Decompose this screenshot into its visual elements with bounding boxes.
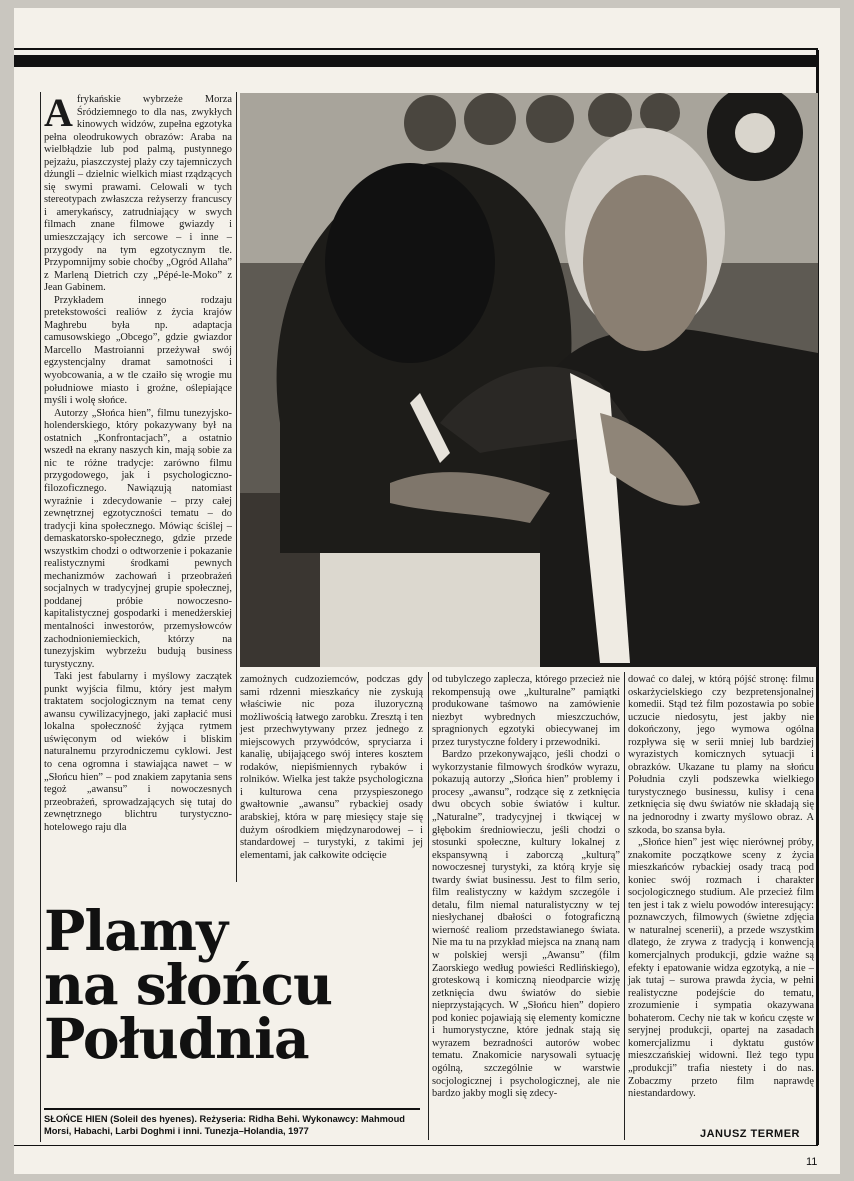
article-column-3 [432,674,620,1101]
article-column-4 [628,674,814,1101]
column-rule-left [40,92,41,1142]
paragraph: frykańskie wybrzeże Morza Śródziemnego to dla nas, zwykłych kinowych widzów, zupełna egzotyka pełna oleodrukowych obrazów: Araba na wielbłądzie lub pod palmą, pustynnego pejzażu, piaszczystej plaży czy tajemniczych dżungli – dzielnic wielkich miast rządzących się swymi prawami. Celowali w tych stereotypach zwłaszcza reżyserzy francuscy i amerykańscy, zatrudniający w swych filmach znane filmowe gwiazdy i umieszczający ich sercowe – i inne – przygody na tym egzotycznym tle. Przypomnijmy sobie choćby „Ogród Allaha” z Marleną Dietrich czy „Pépé-le-Moko” z Jean Gabinem. [44,94,232,294]
paragraph: od tubylczego zaplecza, którego przecież nie rekompensują owe „kulturalne” pamiątki produkowane taśmowo na zamówienie niezbyt wybrednych mieszczuchów, spragnionych egzotyki obiecywanej im przez turystyczne foldery i przewodniki. [432,674,620,748]
paragraph: „Słońce hien” jest więc nierównej próby, znakomite początkowe sceny z życia mieszkańców rybackiej osady tracą pod koniec swój rozmach i charakter socjologicznego studium. Ale przecież film ten jest i tak z wielu powodów interesujący: poznawczych, filmowych (świetne zdjęcia w naturalnej scenerii), a przede wszystkim dlatego, że zrywa z tradycją i konwencją komercjalnych produkcji, gdzie ważne są efekty i epatowanie widza egzotyką, a nie – jak tutaj – surowa prawda życia, w pełni realistyczne podejście do tematu, zrozumienie i sympatia okazywana bohaterom. Cechy nie tak w końcu częste w seryjnej produkcji, opartej na zasadach komercjalizmu i dyktatu gustów mieszczańskiej widowni. Ileż tego typu „produkcji” trafia niestety i do nas. Zobaczmy przeto film naprawdę niestandardowy. [628,837,814,1100]
article-column-1 [44,90,232,834]
column-rule-1 [236,92,237,882]
paragraph: Autorzy „Słońca hien”, filmu tunezyjsko-holenderskiego, który pokazywany był na ostatnich „Konfrontacjach”, a ostatnio wszedł na ekrany naszych kin, mają sobie za nic te różne tradycje: zarówno filmu przygodowego, jak i psychologiczno-filozoficznego. Nawiązują natomiast wyraźnie i zdecydowanie – przy całej zewnętrznej egzotyczności tematu – do tradycji kina społecznego. Mówiąc ściślej – demaskatorsko-społecznego, gdzie przede wszystkim chodzi o odtworzenie i pokazanie realistycznymi środkami pewnych mechanizmów zachowań i przeobrażeń socjalnych w tradycyjnej grupie społecznej, poddanej próbie nowoczesno-kapitalistycznej gospodarki i menedżerskiej mentalności inwestorów, przemysłowców zachodnioniemieckich, którzy na tunezyjskim wybrzeżu budują business turystyczny. [44,407,232,670]
article-title [44,898,424,1071]
column-rule-2 [428,672,429,1140]
article-column-2 [240,674,423,862]
top-black-bar [14,55,818,67]
embrace-photo-illustration [240,93,818,667]
title-line: na słońcu [44,952,333,1017]
column-rule-3 [624,672,625,1140]
credits-rule [44,1108,420,1110]
title-line: Południa [44,1006,309,1071]
paragraph: Bardzo przekonywająco, jeśli chodzi o wykorzystanie filmowych środków wyrazu, pokazują autorzy „Słońca hien” problemy i procesy „awansu”, rodzące się z zetknięcia dwu obcych sobie światów i kultur. „Naturalne”, tradycyjnej i tkwiącej w głębokim średniowieczu, jeśli chodzi o stosunki społeczne, kultury lokalnej z ekspansywną i zaborczą „kulturą” nowoczesnej turystyki, za którą kryje się twardy świat businessu. Jest to film serio, film realistyczny w każdym szczególe i detalu, film niemal naturalistyczny w tej niesłychanej dbałości o fotograficzną wierność realiom przedstawianego świata. Nie ma tu na przykład miejsca na znaną nam w polskiej wersji „Awansu” (film Zaorskiego według powieści Redlińskiego), groteskową i komiczną nieodparcie wizję zetknięcia dwu światów do siebie nieprzystających. W „Słońcu hien” dopiero pod koniec pojawiają się elementy komiczne i humorystyczne, które jednak stają się wyrazem bezradności autorów wobec tematu. Znakomicie narysowali sytuację ogólną, szczególnie w warstwie socjologicznej i psychologicznej, ale nie bardzo jakby mogli się zdecy- [432,749,620,1100]
paragraph: zamożnych cudzoziemców, podczas gdy sami rdzenni mieszkańcy nie zyskują właściwie nic poza iluzoryczną możliwością łatwego zarobku. Zresztą i ten jest przechwytywany przez jednego z miejscowych przywódców, spryciarza i kanalię, ubijającego swój interes kosztem rodaków, niepiśmiennych rybaków i rolników. Wielka jest także psychologiczna i kulturowa cena przyspieszonego gwałtownie „awansu” rybackiej osady arabskiej, która w parę miesięcy staje się dużym ośrodkiem międzynarodowej – i standardowej – turystyki, z takimi jej elementami, jak całkowite odcięcie [240,674,423,861]
paragraph: Przykładem innego rodzaju pretekstowości realiów z życia krajów Maghrebu była np. adaptacja camusowskiego „Obcego”, gdzie gwiazdor Marcello Mastroianni przeżywał swój egzystencjalny dramat samotności i wyobcowania, a w tle czaiło się wrogie mu południowe miasto i groźne, oślepiające myśli i wolę słońce. [44,294,232,407]
film-credits: SŁOŃCE HIEN (Soleil des hyenes). Reżyseria: Ridha Behi. Wykonawcy: Mahmoud Morsi, Habachi, Larbi Doghmi i inni. Tunezja–Holandia, 1977 [44,1114,405,1136]
title-line: Plamy [44,898,228,963]
page-number: 11 [806,1156,818,1168]
dropcap-letter: A [44,90,73,135]
paragraph: Taki jest fabularny i myślowy zaczątek punkt wyjścia filmu, który jest małym traktatem socjologicznym na temat ceny awansu cywilizacyjnego, jaki zapłacić musi lokalna społeczność żyjąca rytmem uświęconym od wieków i bliskim naturalnemu przyrodniczemu cyklowi. Jest to cena ogromna i stawiająca nawet – w „Słońcu hien” – pod znakiem zapytania sens tegoż „awansu” i nowoczesnych przeobrażeń, sprowadzających się tutaj do zewnętrznego blichtru turystyczno-hotelowego raju dla [44,671,232,833]
top-rule [14,48,818,50]
bottom-rule [14,1145,818,1146]
author-name: JANUSZ TERMER [700,1128,801,1140]
film-still-photo [240,93,818,667]
paragraph: dować co dalej, w którą pójść stronę: filmu oskarżycielskiego czy bezpretensjonalnej komedii. Stąd też film pozostawia po sobie uczucie niedosytu, jest jakby nie dokończony, jego wymowa ogólna rozpływa się w serii mniej lub bardziej wyrazistych komicznych sytuacji i obrazków. Ukazane tu plamy na słońcu Południa czyli podszewka wielkiego turystycznego businessu, kulisy i cena zetknięcia się dwu światów nie składają się na jednorodny i zwarty myślowo obraz. A szkoda, bo szansa była. [628,674,814,836]
